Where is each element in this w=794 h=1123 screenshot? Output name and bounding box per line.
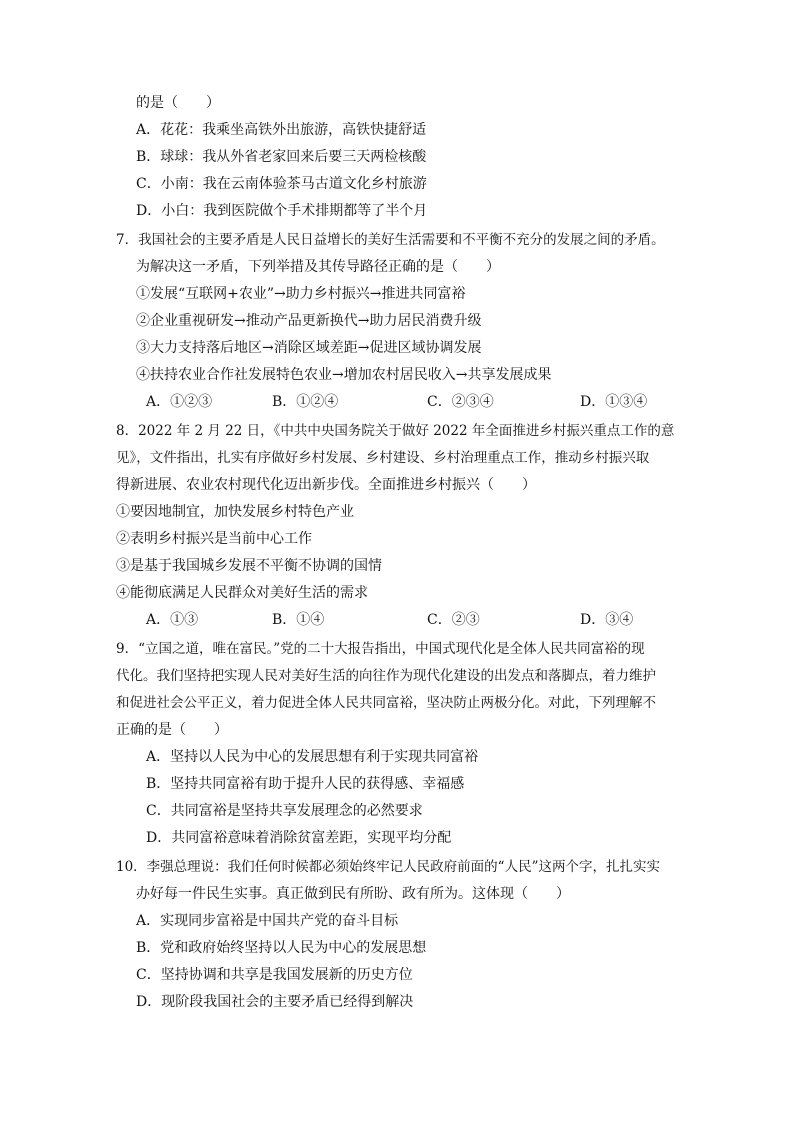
q9-option-c: C．共同富裕是坚持共享发展理念的必然要求 <box>146 803 423 819</box>
q9-stem-line2: 代化。我们坚持把实现人民对美好生活的向往作为现代化建设的出发点和落脚点，着力维护 <box>116 668 656 684</box>
q7-choice-a: A．①②③ <box>146 394 213 410</box>
q9-option-d: D．共同富裕意味着消除贫富差距，实现平均分配 <box>146 830 452 846</box>
q7-item-3: ③大力支持落后地区→消除区域差距→促进区域协调发展 <box>136 340 482 356</box>
q8-item-3: ③是基于我国城乡发展不平衡不协调的国情 <box>116 558 382 574</box>
q10-option-d: D．现阶段我国社会的主要矛盾已经得到解决 <box>136 994 414 1010</box>
q6-stem-tail: 的是（ ） <box>136 95 220 111</box>
q7-item-2: ②企业重视研发→推动产品更新换代→助力居民消费升级 <box>136 313 482 329</box>
q8-stem-line3: 得新进展、农业农村现代化迈出新步伐。全面推进乡村振兴（ ） <box>116 477 536 493</box>
q7-item-4: ④扶持农业合作社发展特色农业→增加农村居民收入→共享发展成果 <box>136 367 552 383</box>
q8-item-4: ④能彻底满足人民群众对美好生活的需求 <box>116 585 368 601</box>
q7-choice-c: C．②③④ <box>427 394 494 410</box>
q8-item-2: ②表明乡村振兴是当前中心工作 <box>116 531 312 547</box>
q6-option-d: D．小白：我到医院做个手术排期都等了半个月 <box>136 203 428 219</box>
q9-stem-line3: 和促进社会公平正义，着力促进全体人民共同富裕，坚决防止两极分化。对此，下列理解不 <box>116 695 656 711</box>
q10-stem-line1: 10．李强总理说：我们任何时候都必须始终牢记人民政府前面的“人民”这两个字，扎扎实实 <box>116 859 660 875</box>
q7-choice-d: D．①③④ <box>580 394 648 410</box>
q7-stem-line1: 7．我国社会的主要矛盾是人民日益增长的美好生活需要和不平衡不充分的发展之间的矛盾。 <box>116 232 665 248</box>
q8-choice-d: D．③④ <box>580 612 634 628</box>
q10-stem-line2: 办好每一件民生实事。真正做到民有所盼、政有所为。这体现（ ） <box>136 886 570 902</box>
q6-option-c: C．小南：我在云南体验茶马古道文化乡村旅游 <box>136 176 427 192</box>
q8-stem-line1: 8．2022 年 2 月 22 日，《中共中央国务院关于做好 2022 年全面推进乡村振兴重点工作的意 <box>116 423 675 439</box>
q8-item-1: ①要因地制宜，加快发展乡村特色产业 <box>116 504 354 520</box>
q8-choice-a: A．①③ <box>146 612 199 628</box>
q9-option-b: B．坚持共同富裕有助于提升人民的获得感、幸福感 <box>146 776 465 792</box>
q6-option-a: A．花花：我乘坐高铁外出旅游，高铁快捷舒适 <box>136 122 427 138</box>
q8-choice-c: C．②③ <box>427 612 480 628</box>
q10-option-b: B．党和政府始终坚持以人民为中心的发展思想 <box>136 940 427 956</box>
q9-stem-line4: 正确的是（ ） <box>116 722 228 738</box>
q6-option-b: B．球球：我从外省老家回来后要三天两检核酸 <box>136 149 427 165</box>
q7-item-1: ①发展“互联网+农业”→助力乡村振兴→推进共同富裕 <box>136 286 466 302</box>
q9-stem-line1: 9．“立国之道，唯在富民。”党的二十大报告指出，中国式现代化是全体人民共同富裕的现 <box>116 641 645 657</box>
q8-choice-b: B．①④ <box>272 612 325 628</box>
q9-option-a: A．坚持以人民为中心的发展思想有利于实现共同富裕 <box>146 749 479 765</box>
q8-choices <box>0 610 794 630</box>
q7-stem-line2: 为解决这一矛盾，下列举措及其传导路径正确的是（ ） <box>136 259 500 275</box>
q8-stem-line2: 见》，文件指出，扎实有序做好乡村发展、乡村建设、乡村治理重点工作，推动乡村振兴取 <box>116 450 650 466</box>
q7-choice-b: B．①②④ <box>272 394 339 410</box>
q10-option-c: C．坚持协调和共享是我国发展新的历史方位 <box>136 967 413 983</box>
q10-option-a: A．实现同步富裕是中国共产党的奋斗目标 <box>136 913 399 929</box>
q7-choices <box>0 392 794 412</box>
